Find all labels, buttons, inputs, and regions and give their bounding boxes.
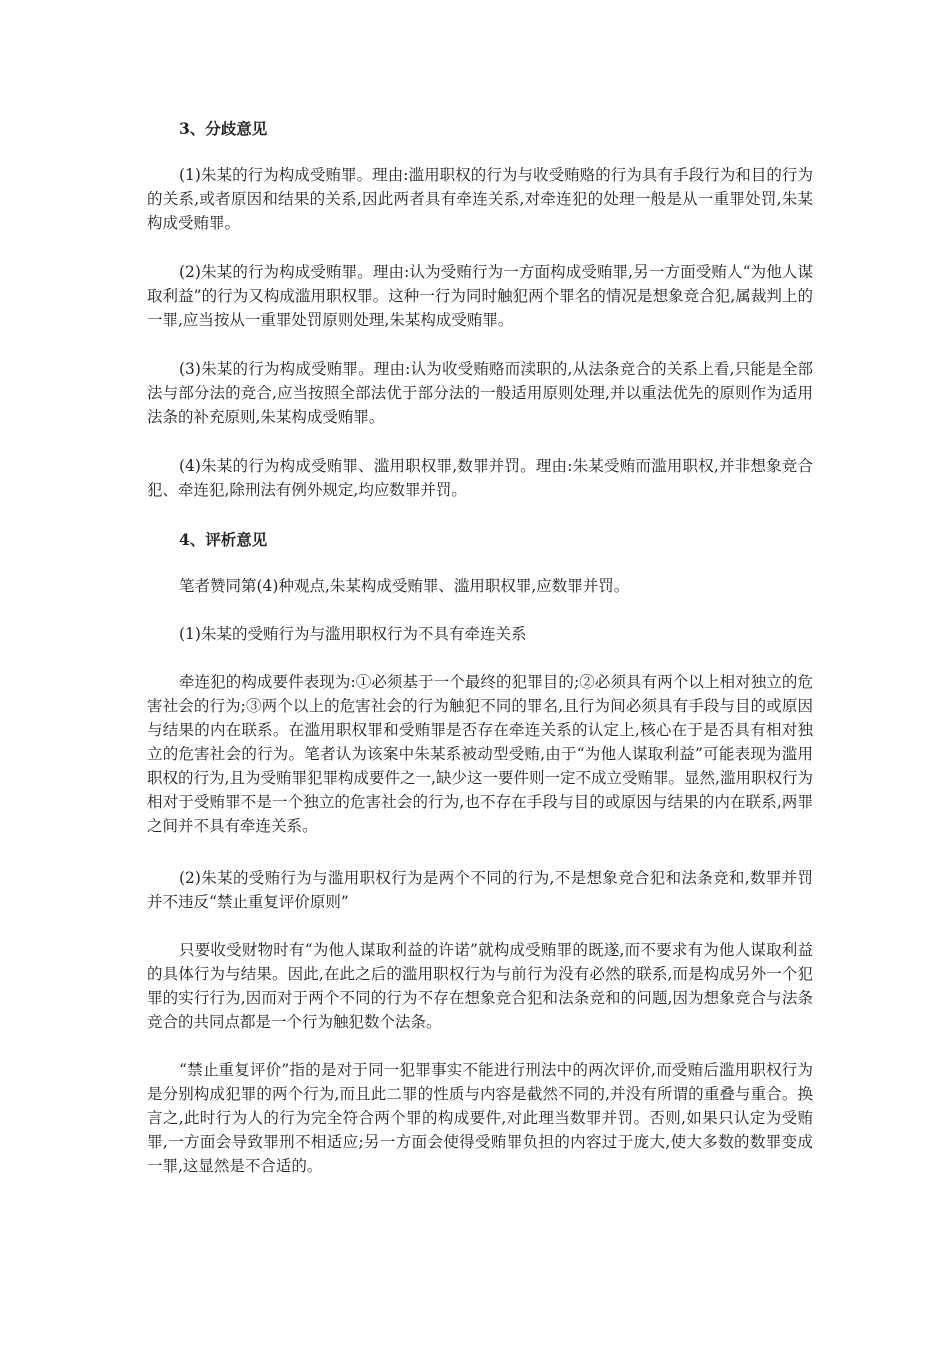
paragraph-opinion-3: (3)朱某的行为构成受贿罪。理由:认为收受贿赂而渎职的,从法条竞合的关系上看,只能是全部法与部分法的竞合,应当按照全部法优于部分法的一般适用原则处理,并以重法优先的原则作为适用法条的补充原则,朱某构成受贿罪。 bbox=[147, 360, 813, 426]
paragraph-opinion-1: (1)朱某的行为构成受贿罪。理由:滥用职权的行为与收受贿赂的行为具有手段行为和目的行为的关系,或者原因和结果的关系,因此两者具有牵连关系,对牵连犯的处理一般是从一重罪处罚,朱某构成受贿罪。 bbox=[147, 166, 813, 232]
paragraph-analysis-2: 只要收受财物时有“为他人谋取利益的许诺”就构成受贿罪的既遂,而不要求有为他人谋取利益的具体行为与结果。因此,在此之后的滥用职权行为与前行为没有必然的联系,而是构成另外一个犯罪的实行行为,因而对于两个不同的行为不存在想象竞合犯和法条竞和的问题,因为想象竞合与法条竞合的共同点都是一个行为触犯数个法条。 bbox=[147, 941, 813, 1031]
paragraph-opinion-2: (2)朱某的行为构成受贿罪。理由:认为受贿行为一方面构成受贿罪,另一方面受贿人“为他人谋取利益”的行为又构成滥用职权罪。这种一行为同时触犯两个罪名的情况是想象竞合犯,属裁判上的一罪,应当按从一重罪处罚原则处理,朱某构成受贿罪。 bbox=[147, 263, 813, 329]
paragraph-analysis-1: 牵连犯的构成要件表现为:①必须基于一个最终的犯罪目的;②必须具有两个以上相对独立的危害社会的行为;③两个以上的危害社会的行为触犯不同的罪名,且行为间必须具有手段与目的或原因与结果的内在联系。在滥用职权罪和受贿罪是否存在牵连关系的认定上,核心在于是否具有相对独立的危害社会的行为。笔者认为该案中朱某系被动型受贿,由于“为他人谋取利益”可能表现为滥用职权的行为,且为受贿罪犯罪构成要件之一,缺少这一要件则一定不成立受贿罪。显然,滥用职权行为相对于受贿罪不是一个独立的危害社会的行为,也不存在手段与目的或原因与结果的内在联系,两罪之间并不具有牵连关系。 bbox=[147, 673, 813, 835]
paragraph-subheading-1: (1)朱某的受贿行为与滥用职权行为不具有牵连关系 bbox=[179, 625, 527, 643]
section-heading-3: 3、分歧意见 bbox=[179, 119, 268, 138]
paragraph-author-view: 笔者赞同第(4)种观点,朱某构成受贿罪、滥用职权罪,应数罪并罚。 bbox=[179, 577, 630, 595]
paragraph-opinion-4: (4)朱某的行为构成受贿罪、滥用职权罪,数罪并罚。理由:朱某受贿而滥用职权,并非想象竞合犯、牵连犯,除刑法有例外规定,均应数罪并罚。 bbox=[147, 457, 813, 499]
paragraph-analysis-3: “禁止重复评价”指的是对于同一犯罪事实不能进行刑法中的两次评价,而受贿后滥用职权行为是分别构成犯罪的两个行为,而且此二罪的性质与内容是截然不同的,并没有所谓的重叠与重合。换言之,此时行为人的行为完全符合两个罪的构成要件,对此理当数罪并罚。否则,如果只认定为受贿罪,一方面会导致罪刑不相适应;另一方面会使得受贿罪负担的内容过于庞大,使大多数的数罪变成一罪,这显然是不合适的。 bbox=[147, 1061, 813, 1175]
section-heading-4: 4、评析意见 bbox=[179, 530, 268, 549]
paragraph-subheading-2: (2)朱某的受贿行为与滥用职权行为是两个不同的行为,不是想象竞合犯和法条竞和,数罪并罚并不违反“禁止重复评价原则” bbox=[147, 869, 813, 911]
